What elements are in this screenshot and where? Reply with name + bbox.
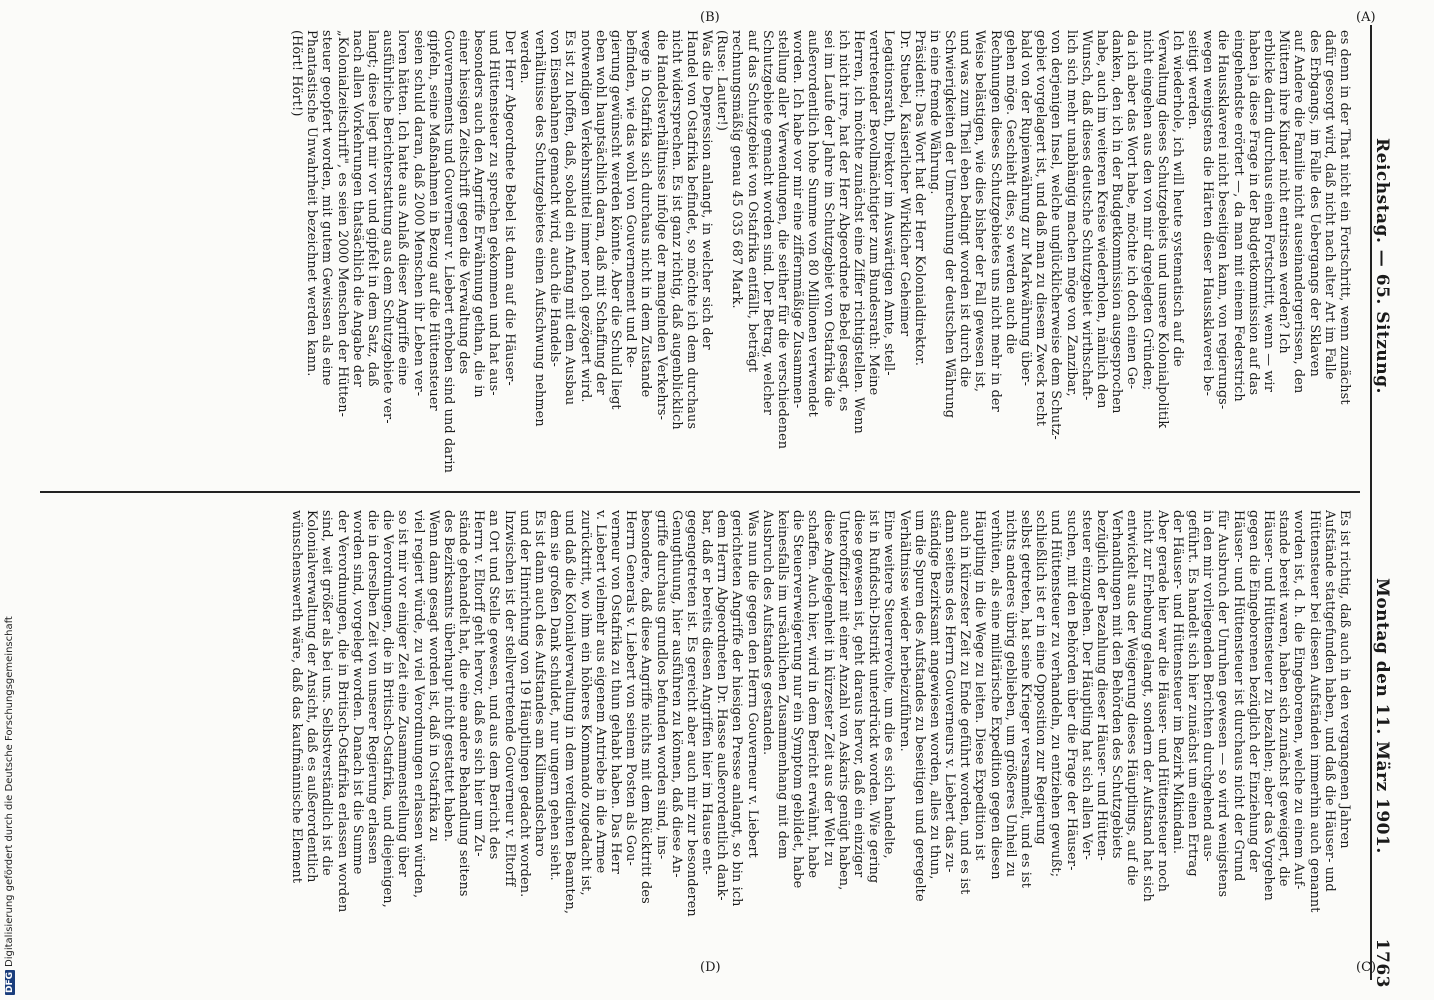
text-line: wünschenswerth wäre, daß das kaufmännische Element: [289, 510, 305, 884]
text-line: Verwaltung dieses Schutzgebiets und unsere Kolonialpolitik: [1154, 30, 1170, 429]
text-line: für Ausbruch der Unruhen gewesen — so wird wenigstens: [1215, 510, 1231, 898]
text-line: eingehendste erörtert —, da man mit einem Federstrich: [1230, 30, 1246, 402]
column-divider: [40, 491, 1360, 493]
text-line: eben wohl hauptsächlich daran, daß mit Schaffung der: [592, 30, 608, 395]
text-line: dem sie großen Dank schuldet, nur ungern gehen sieht.: [547, 510, 563, 881]
text-line: die in derselben Zeit von unserer Regierung erlassen: [365, 510, 380, 865]
text-line: Legationsrath, Direktor im Auswärtigen Amte, stell-: [881, 30, 897, 376]
text-line: wege in Ostafrika sich durchaus nicht in dem Zustande: [638, 30, 654, 398]
text-line: entwickelt aus der Weigerung dieses Häuptlings, auf die: [1124, 510, 1140, 886]
text-line: nicht zur Erhebung gelangt, sondern der Aufstand hat sich: [1139, 510, 1155, 902]
text-line: stände gehandelt hat, die eine andere Behandlung seitens: [456, 510, 472, 897]
text-line: Schutzgebiete gemacht worden sind. Der Betrag, welcher: [759, 30, 775, 415]
text-line: Was nun die gegen den Herrn Gouverneur v. Liebert: [744, 510, 760, 858]
marker-a: (A): [1356, 10, 1376, 25]
text-line: langt; diese liegt mir vor und gipfelt in dem Satz, daß: [365, 30, 380, 387]
text-line: Phantastische Unwahrheit bezeichnet werden kann.: [304, 30, 320, 377]
text-line: Eine weitere Steuerrevolte, um die es sich handelte,: [881, 510, 897, 859]
text-line: einer hiesigen Zeitschrift gegen die Verwaltung des: [456, 30, 472, 375]
text-line: keinesfalls im ursächlichen Zusammenhang mit dem: [775, 510, 791, 860]
text-line: diese gewesen ist, geht daraus hervor, daß ein einziger: [851, 510, 866, 878]
text-line: Müttern ihre Kinder nicht entrissen werden? Ich: [1276, 30, 1292, 354]
text-line: (Ruse: Lauter!): [714, 30, 730, 131]
header-rule: [1370, 25, 1372, 980]
text-line: Häuser- und Hüttensteuer zu bezahlen; aber das Vorgehen: [1261, 510, 1277, 901]
text-line: Häuser- und Hüttensteuer ist durchaus nicht der Grund: [1230, 510, 1246, 882]
text-line: Schwierigkeiten der Umrechnung der deutschen Währung: [942, 30, 958, 419]
text-line: notwendigen Verkehrsmittel immer noch gezögert wird.: [577, 30, 593, 403]
text-line: in eine fremde Währung.: [926, 30, 942, 195]
text-line: ich nicht irre, hat der Herr Abgeordnete Bebel gesagt, es: [835, 30, 851, 412]
text-line: sind, weit größer als bei uns. Selbstverständlich ist die: [319, 510, 335, 876]
text-line: Aber gerade hier war die Häuser- und Hüttensteuer noch: [1154, 510, 1170, 892]
text-line: Gouvernements und Gouverneur v. Liebert erhoben sind und darin: [440, 30, 456, 473]
text-line: von derjenigen Insel, welche unglücklicherweise dem Schutz-: [1048, 30, 1064, 440]
text-line: habe, auch im weiteren Kreise wiederholen, nämlich den: [1094, 30, 1109, 409]
text-line: Weise belästigen, wie dies bisher der Fall gewesen ist,: [972, 30, 988, 393]
text-line: um die Spuren des Aufstandes zu beseitigen und geregelte: [911, 510, 927, 902]
text-line: ist in Rufidschi-Distrikt unterdrückt worden. Wie gering: [866, 510, 882, 884]
text-line: in den mir vorliegenden Berichten durchgehend aus-: [1200, 510, 1216, 862]
text-line: Rechnungen dieses Schutzgebietes uns nicht mehr in der: [987, 30, 1003, 412]
text-line: stande bereit waren, haben sich zunächst geweigert, die: [1276, 510, 1292, 887]
text-line: nach allen Vorkehrungen thatsächlich die Angabe der: [349, 30, 365, 388]
text-line: besonders auch den Angriffe Erwähnung gethan, die in: [471, 30, 487, 398]
text-line: Ausbruch des Aufstandes gestanden.: [759, 510, 775, 756]
text-line: auf Andere die Familie nicht auseinandergerissen, den: [1291, 30, 1307, 394]
text-line: wegen wenigstens die Härten dieser Haussklaverei be-: [1200, 30, 1216, 397]
text-line: viel regiert würde, zu viel Verordnungen erlassen würden,: [410, 510, 426, 899]
right-column: [289, 510, 1352, 980]
text-line: zurücktritt, wo ihm ein höheres Kommando zugedacht ist,: [577, 510, 593, 896]
text-line: „Kolonialzeitschrift", es seien 2000 Menschen der Hütten-: [334, 30, 350, 418]
text-line: gehen möge. Geschieht dies, so werden auch die: [1002, 30, 1018, 355]
text-line: besondere, daß diese Angriffe nichts mit dem Rücktritt des: [638, 510, 654, 904]
text-line: Herren, ich möchte zunächst eine Ziffer richtigstellen. Wenn: [851, 30, 866, 434]
text-line: ständige Bezirksamt angewiesen worden, alles zu thun,: [926, 510, 942, 880]
text-line: steuer geopfert worden, mit gutem Gewissen als eine: [319, 30, 335, 386]
text-line: Der Herr Abgeordnete Bebel ist dann auf die Häuser-: [501, 30, 517, 386]
text-line: diese Angelegenheit in kürzester Zeit aus der Welt zu: [820, 510, 836, 867]
marker-c: (C): [1356, 960, 1377, 975]
text-line: vertretender Bevollmächtigter zum Bundesrath: Meine: [866, 30, 882, 396]
text-line: es denn in der That nicht ein Fortschritt, wenn zunächst: [1337, 30, 1352, 405]
text-line: gegengetreten ist. Es gereicht aber auch mir zur besonderen: [683, 510, 699, 917]
text-line: suchen, mit den Behörden über die Frage der Häuser-: [1063, 510, 1079, 871]
text-line: Häuptling in die Wege zu leiten. Diese Expedition ist: [972, 510, 988, 861]
text-line: verhältnisse des Schutzgebietes einen Aufschwung nehmen: [532, 30, 548, 427]
text-line: dann seitens des Herrn Gouverneurs v. Liebert das zu-: [942, 510, 958, 873]
text-line: erblicke darin durchaus einen Fortschritt, wenn — wir: [1261, 30, 1277, 393]
text-line: Inzwischen ist der stellvertretende Gouverneur v. Eltorff: [501, 510, 517, 887]
text-line: des Erbgangs, im Falle des Uebergangs der Sklaven: [1306, 30, 1322, 377]
header-left: Reichstag. — 65. Sitzung.: [1372, 138, 1392, 394]
page-header: [1362, 28, 1392, 988]
marker-b: (B): [700, 10, 720, 25]
text-line: loren hätten. Ich hatte aus Anlaß dieser Angriffe eine: [395, 30, 411, 386]
text-line: v. Liebert vielmehr aus eigenem Antriebe in die Armee: [592, 510, 608, 874]
text-line: auf das Schutzgebiet von Ostafrika entfällt, beträgt: [744, 30, 760, 373]
text-line: an Ort und Stelle gewesen, und aus dem Bericht des: [486, 510, 502, 860]
text-line: Wunsch, daß dieses deutsche Schutzgebiet wirthschaft-: [1078, 30, 1094, 401]
page-number: 1763: [1372, 938, 1392, 988]
header-right: Montag den 11. März 1901.: [1372, 578, 1392, 854]
text-line: Es ist zu hoffen, daß, sobald ein Anfang mit dem Ausbau: [562, 30, 578, 406]
text-line: gebiet vorgelagert ist, und daß man zu diesem Zweck recht: [1033, 30, 1049, 427]
text-line: und was zum Theil eben bedingt worden ist durch die: [957, 30, 973, 388]
text-line: worden sind, vorgelegt worden. Danach ist die Summe: [349, 510, 365, 875]
text-line: sei im Laufe der Jahre im Schutzgebiet von Ostafrika die: [820, 30, 836, 408]
text-line: (Hört! Hört!): [289, 30, 305, 117]
footer-text: Digitalisierung gefördert durch die Deutsche Forschungsgemeinschaft: [4, 616, 15, 967]
text-line: bar, daß er bereits diesen Angriffen hier im Hause ent-: [699, 510, 715, 875]
text-line: gierung gewünscht werden könnte. Aber die Schuld liegt: [608, 30, 623, 410]
text-line: nicht eingehen aus den von mir dargelegten Gründen;: [1139, 30, 1155, 391]
text-line: Präsident: Das Wort hat der Herr Kolonialdirektor.: [911, 30, 927, 367]
text-line: haben ja diese Frage in der Budgetkommission auf das: [1245, 30, 1261, 396]
text-line: der Häuser- und Hüttensteuer im Bezirk Mikindani.: [1169, 510, 1185, 855]
text-line: befinden, wie das wohl von Gouvernement und Re-: [623, 30, 639, 368]
text-line: außerordentlich hohe Summe von 80 Millionen verwendet: [805, 30, 821, 417]
text-line: Handel von Ostafrika befindet, so möchte ich dem durchaus: [683, 30, 699, 430]
text-line: dem Herrn Abgeordneten Dr. Hasse außerordentlich dank-: [714, 510, 730, 901]
text-line: Aufstände stattgefunden haben, und daß die Häuser- und: [1321, 510, 1337, 892]
text-line: da ich aber das Wort habe, möchte ich doch einen Ge-: [1124, 30, 1140, 390]
text-line: geführt. Es handelt sich hier zunächst um einen Ertrag: [1185, 510, 1201, 877]
marker-d: (D): [700, 960, 721, 975]
text-line: bald von der Rupienwährung zur Markwährung über-: [1018, 30, 1034, 387]
text-line: Hüttensteuer bei diesen Aufständen immerhin auch genannt: [1306, 510, 1322, 913]
text-line: schließlich ist er in eine Opposition zur Regierung: [1033, 510, 1049, 845]
text-line: auch in kürzester Zeit zu Ende geführt worden, und es ist: [957, 510, 973, 895]
text-line: schaffen. Auch hier, wird in dem Bericht erwähnt, habe: [805, 510, 821, 879]
text-line: griffe durchaus grundlos befunden worden sind, ins-: [653, 510, 669, 860]
text-line: die Haussklaverei nicht beseitigen kann, von regierungs-: [1215, 30, 1231, 410]
text-line: gegen die Eingeborenen bezüglich der Einziehung der: [1245, 510, 1261, 873]
text-line: Herrn v. Eltorff geht hervor, daß es sich hier um Zu-: [471, 510, 487, 857]
text-line: nicht widersprechen. Es ist ganz richtig, daß augenblicklich: [668, 30, 684, 430]
text-line: Was die Depression anlangt, in welcher sich der: [699, 30, 715, 350]
dfg-logo-icon: DFG: [5, 971, 15, 993]
footer-credit: [4, 616, 15, 995]
text-line: und daß die Kolonialverwaltung in dem verdienten Beamten,: [562, 510, 578, 915]
text-line: Unteroffizier mit einer Anzahl von Askaris genügt haben,: [835, 510, 851, 891]
text-line: dafür gesorgt wird, daß nicht nach alter Art im Falle: [1321, 30, 1337, 380]
text-line: ausführliche Berichterstattung aus dem Schutzgebiete ver-: [380, 30, 396, 424]
text-line: der Verordnungen, die in Britisch-Ostafrika erlassen worden: [334, 510, 350, 913]
text-line: Verhältnisse wieder herbeizuführen.: [896, 510, 912, 752]
text-line: des Bezirksamts überhaupt nicht gestattet haben.: [440, 510, 456, 843]
text-line: Ich wiederhole, ich will heute systematisch auf die: [1169, 30, 1185, 367]
text-line: Es ist richtig, daß auch in den vergangenen Jahren: [1337, 510, 1352, 849]
text-line: die Steuerverweigerung nur ein Symptom gebildet, habe: [790, 510, 806, 889]
text-line: Verhandlungen mit den Behörden des Schutzgebiets: [1109, 510, 1125, 859]
text-line: nichts anderes übrig geblieben, um größeres Unheil zu: [1002, 510, 1018, 878]
text-line: gerichteten Angriffe der hiesigen Presse anlangt, so bin ich: [729, 510, 745, 907]
text-line: steuer einzugehen. Der Häuptling hat sich allen Ver-: [1078, 510, 1094, 860]
text-line: Genugthuung, hier ausführen zu können, daß diese An-: [668, 510, 684, 878]
text-line: worden ist, d. h. die Eingeborenen, welche zu einem Auf-: [1291, 510, 1307, 890]
left-column: [289, 30, 1352, 490]
text-line: bezüglich der Bezahlung dieser Häuser- und Hütten-: [1094, 510, 1109, 861]
text-line: rechnungsmäßig genau 45 035 687 Mark.: [729, 30, 745, 309]
text-line: und Hüttensteuer zu sprechen gekommen und hat aus-: [486, 30, 502, 396]
text-line: von Eisenbahnen gemacht wird, auch die Handels-: [547, 30, 563, 367]
text-line: die Verordnungen, die in Britisch-Ostafrika, und diejenigen,: [380, 510, 396, 908]
text-line: und der Hinrichtung von 19 Häuptlingen gedacht worden.: [516, 510, 532, 898]
text-line: worden. Ich habe vor mir eine ziffernmäßige Zusammen-: [790, 30, 806, 409]
text-line: verneur von Ostafrika zu thun gehabt haben. Das Herr: [608, 510, 623, 874]
text-line: stellung aller Verwendungen, die seither für die verschiedenen: [775, 30, 791, 450]
text-line: Wenn dann gesagt worden ist, daß in Ostafrika zu: [425, 510, 441, 843]
text-line: gipfeln, seine Maßnahmen in Bezug auf die Hüttensteuer: [425, 30, 441, 411]
text-line: lich sich mehr unabhängig machen möge von Zanzibar,: [1063, 30, 1079, 397]
text-line: die Handelsverhältnisse infolge der mangelnden Verkehrs-: [653, 30, 669, 421]
text-line: so ist mir vor einiger Zeit eine Zusammenstellung über: [395, 510, 411, 877]
text-line: seitigt werden.: [1185, 30, 1201, 130]
text-line: werden.: [516, 30, 532, 84]
text-line: Herrn Generals v. Liebert von seinem Posten als Gou-: [623, 510, 639, 866]
text-line: verhüten, als eine militärische Expedition gegen diesen: [987, 510, 1003, 880]
text-line: selbst getreten, hat seine Krieger versammelt, und es ist: [1018, 510, 1034, 889]
text-line: seien schuld daran, daß 2000 Menschen ihr Leben ver-: [410, 30, 426, 397]
text-line: Dr. Stuebel, Kaiserlicher Wirklicher Geheimer: [896, 30, 912, 337]
text-line: Es ist dann auch des Aufstandes am Kilimandscharo: [532, 510, 548, 857]
text-line: und Hüttensteuer zu verhandeln, zu entziehen gewußt;: [1048, 510, 1064, 878]
text-line: danken, den ich in der Budgetkommission ausgesprochen: [1109, 30, 1125, 414]
text-line: Kolonialverwaltung der Ansicht, daß es außerordentlich: [304, 510, 320, 883]
